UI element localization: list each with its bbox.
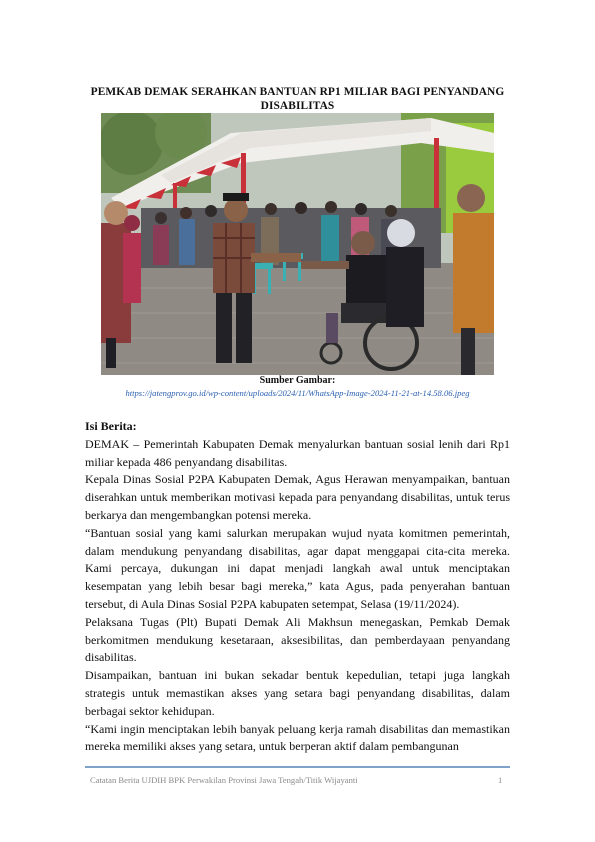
news-photo (101, 113, 494, 375)
article-heading: Isi Berita: (85, 419, 137, 433)
article-body (85, 418, 510, 756)
article-paragraph: Disampaikan, bantuan ini bukan sekadar bentuk kepedulian, tetapi juga langkah strategis untuk memastikan akses yang setara bagi penyandang disabilitas, dalam berbagai sektor kehidupan. (85, 668, 510, 718)
article-paragraph: DEMAK – Pemerintah Kabupaten Demak menyalurkan bantuan sosial lenih dari Rp1 miliar kepada 486 penyandang disabilitas. (85, 436, 510, 469)
image-source-label: Sumber Gambar: (259, 375, 336, 386)
article-paragraph: Kepala Dinas Sosial P2PA Kabupaten Demak, Agus Herawan menyampaikan, bantuan diserahkan untuk memberikan motivasi kepada para penyandang disabilitas, untuk terus berkarya dan mengembangkan potensi mereka. (85, 472, 510, 522)
article-paragraph: “Kami ingin menciptakan lebih banyak peluang kerja ramah disabilitas dan memastikan mereka memiliki akses yang setara, untuk berperan aktif dalam pembangunan (85, 721, 510, 754)
article-paragraph: “Bantuan sosial yang kami salurkan merupakan wujud nyata komitmen pemerintah, dalam mendukung penyandang disabilitas, agar dapat menggapai cita-cita mereka. Kami percaya, dukungan ini dapat menjadi langkah awal untuk menciptakan kesempatan yang lebih besar bagi mereka,” kata Agus, pada penyerahan bantuan tersebut, di Aula Dinas Sosial P2PA kabupaten setempat, Selasa (19/11/2024). (85, 525, 510, 611)
article-paragraph: Pelaksana Tugas (Plt) Bupati Demak Ali Makhsun menegaskan, Pemkab Demak berkomitmen mendukung kesetaraan, aksesibilitas, dan pemberdayaan penyandang disabilitas. (85, 614, 510, 665)
page-number: 1 (498, 775, 503, 785)
footer-text: Catatan Berita UJDIH BPK Perwakilan Provinsi Jawa Tengah/Titik Wijayanti (90, 775, 358, 785)
footer-divider (85, 766, 510, 768)
image-source-url[interactable]: https://jatengprov.go.id/wp-content/uploads/2024/11/WhatsApp-Image-2024-11-21-at-14.58.06.jpeg (125, 388, 470, 398)
document-title: PEMKAB DEMAK SERAHKAN BANTUAN RP1 MILIAR BAGI PENYANDANG DISABILITAS (90, 86, 505, 112)
